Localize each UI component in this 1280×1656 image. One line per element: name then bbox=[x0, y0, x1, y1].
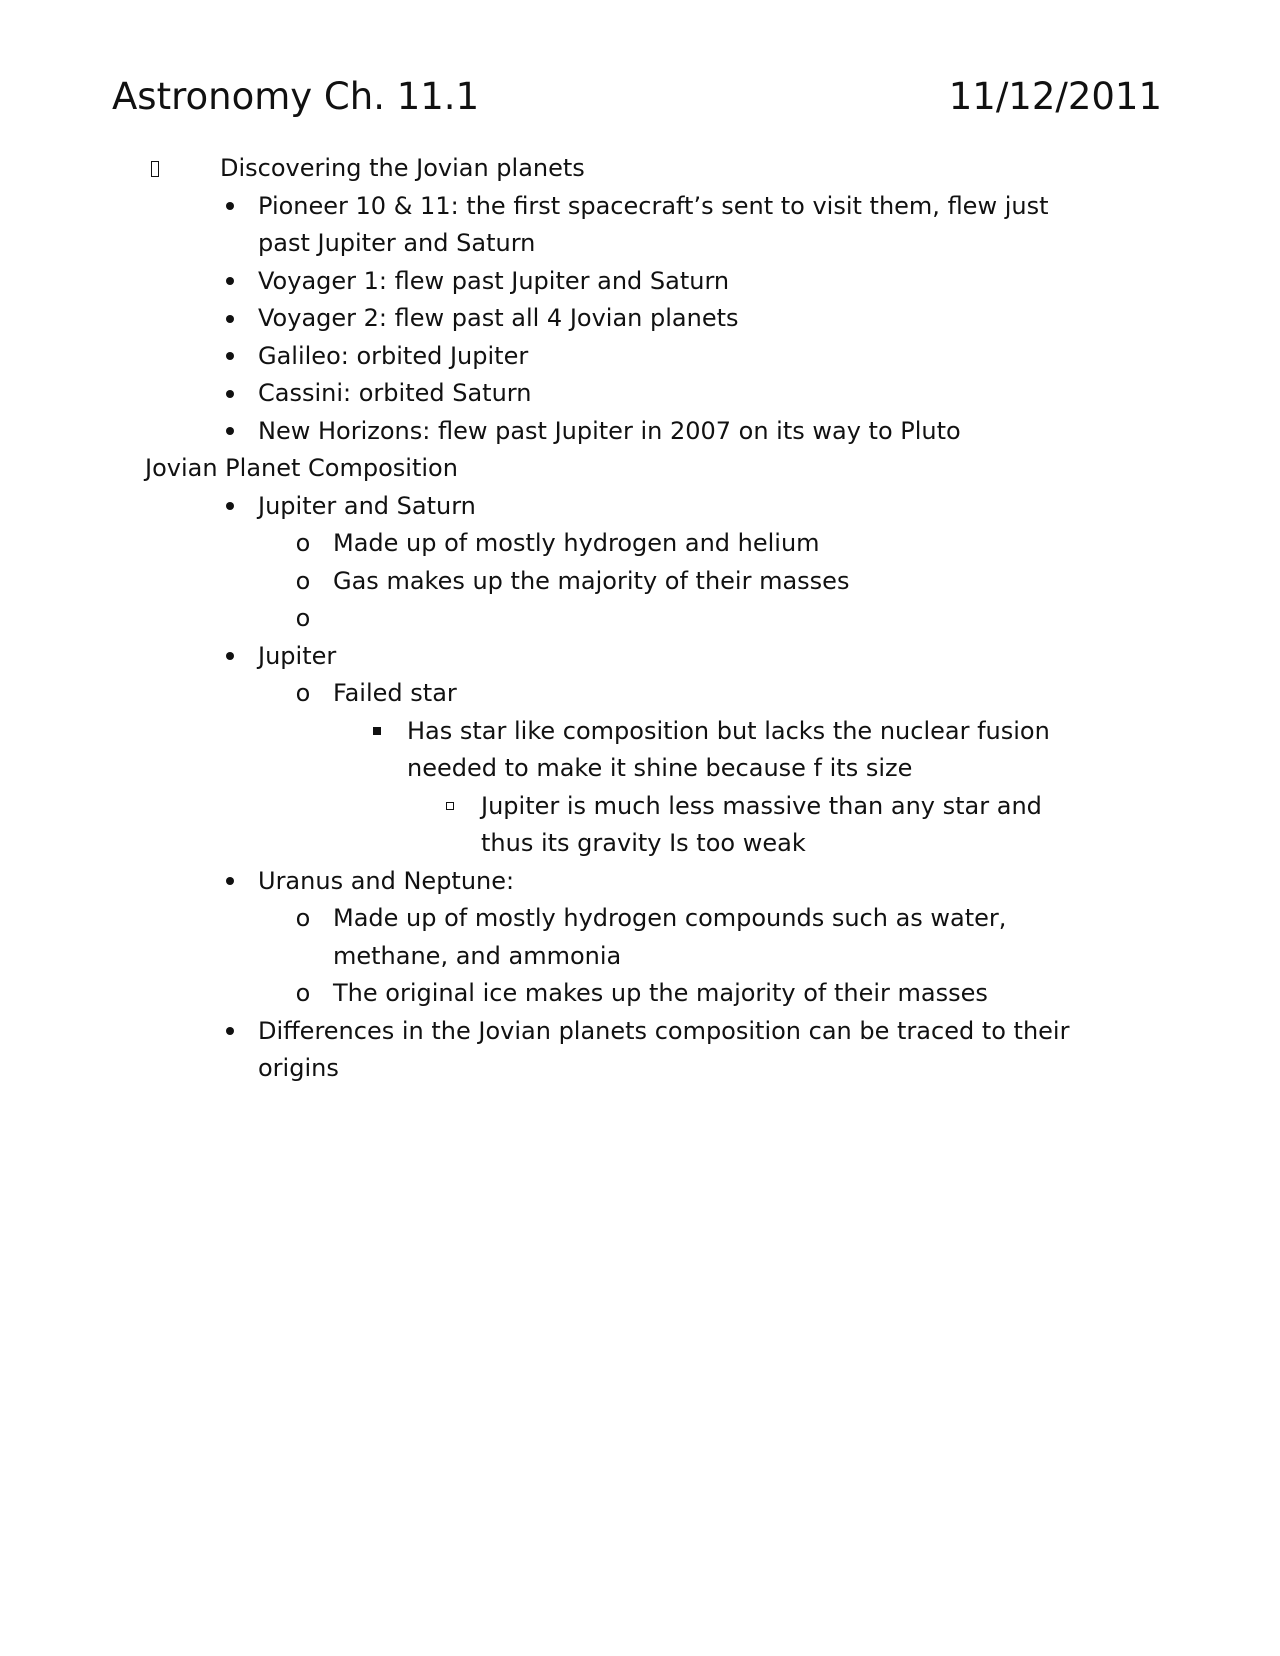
list-item bbox=[0, 638, 1280, 676]
hollow-square-bullet-icon bbox=[440, 788, 460, 826]
list-item bbox=[0, 1013, 1280, 1088]
bullet-dot-icon bbox=[220, 300, 240, 338]
list-item bbox=[0, 863, 1280, 901]
sub-list-item bbox=[0, 525, 1280, 563]
list-item bbox=[0, 375, 1280, 413]
bullet-dot-icon bbox=[220, 375, 240, 413]
bullet-dot-icon bbox=[220, 1013, 240, 1051]
sub-list-item-text: Made up of mostly hydrogen compounds such as water, methane, and ammonia bbox=[333, 904, 1007, 970]
document-header bbox=[112, 72, 1162, 122]
section-heading: Jovian Planet Composition bbox=[145, 454, 458, 482]
list-item-text: Galileo: orbited Jupiter bbox=[258, 341, 529, 370]
bullet-dot-icon bbox=[220, 638, 240, 676]
document-date: 11/12/2011 bbox=[948, 75, 1162, 118]
sub-sub-list-item bbox=[0, 713, 1280, 788]
notes-body bbox=[0, 150, 1280, 1088]
document-title: Astronomy Ch. 11.1 bbox=[112, 75, 480, 118]
sub-list-item-text: Failed star bbox=[333, 679, 457, 707]
list-item-text: Jupiter bbox=[258, 641, 337, 670]
sub-list-item bbox=[0, 563, 1280, 601]
list-item-text: Differences in the Jovian planets composition can be traced to their origins bbox=[258, 1016, 1070, 1082]
list-item-text: New Horizons: flew past Jupiter in 2007 on its way to Pluto bbox=[258, 416, 961, 445]
bullet-dot-icon bbox=[220, 338, 240, 376]
square-bullet-icon bbox=[367, 713, 387, 751]
missing-glyph-icon bbox=[145, 150, 165, 188]
sub-list-item bbox=[0, 600, 1280, 638]
list-item-text: Jupiter and Saturn bbox=[258, 491, 476, 520]
sub-sub-sub-list-item bbox=[0, 788, 1280, 863]
sub-list-item-text: The original ice makes up the majority of their masses bbox=[333, 979, 988, 1007]
bullet-dot-icon bbox=[220, 488, 240, 526]
sub-sub-list-item-text: Has star like composition but lacks the nuclear fusion needed to make it shine because f its size bbox=[407, 716, 1050, 782]
list-item-text: Voyager 1: flew past Jupiter and Saturn bbox=[258, 266, 730, 295]
bullet-dot-icon bbox=[220, 863, 240, 901]
bullet-dot-icon bbox=[220, 263, 240, 301]
bullet-dot-icon bbox=[220, 413, 240, 451]
section-heading-row bbox=[0, 150, 1280, 188]
list-item bbox=[0, 300, 1280, 338]
list-item bbox=[0, 338, 1280, 376]
list-item-text: Uranus and Neptune: bbox=[258, 866, 515, 895]
section-heading: Discovering the Jovian planets bbox=[220, 154, 585, 182]
list-item bbox=[0, 263, 1280, 301]
hollow-circle-bullet-icon: o bbox=[295, 566, 311, 595]
hollow-circle-bullet-icon: o bbox=[295, 904, 311, 932]
hollow-circle-bullet-icon: o bbox=[295, 604, 311, 632]
list-item-text: Voyager 2: flew past all 4 Jovian planets bbox=[258, 304, 739, 332]
list-item-text: Pioneer 10 & 11: the first spacecraft’s sent to visit them, flew just past Jupiter and Saturn bbox=[258, 191, 1049, 257]
sub-sub-sub-list-item-text: Jupiter is much less massive than any star and thus its gravity Is too weak bbox=[481, 791, 1042, 857]
hollow-circle-bullet-icon: o bbox=[295, 679, 311, 707]
sub-list-item bbox=[0, 675, 1280, 713]
section-heading-row bbox=[0, 450, 1280, 488]
sub-list-item bbox=[0, 900, 1280, 975]
bullet-dot-icon bbox=[220, 188, 240, 226]
sub-list-item-text: Gas makes up the majority of their masses bbox=[333, 566, 850, 595]
list-item bbox=[0, 413, 1280, 451]
sub-list-item bbox=[0, 975, 1280, 1013]
hollow-circle-bullet-icon: o bbox=[295, 529, 311, 557]
sub-list-item-text: Made up of mostly hydrogen and helium bbox=[333, 529, 820, 557]
list-item-text: Cassini: orbited Saturn bbox=[258, 379, 532, 407]
list-item bbox=[0, 188, 1280, 263]
hollow-circle-bullet-icon: o bbox=[295, 979, 311, 1007]
list-item bbox=[0, 488, 1280, 526]
